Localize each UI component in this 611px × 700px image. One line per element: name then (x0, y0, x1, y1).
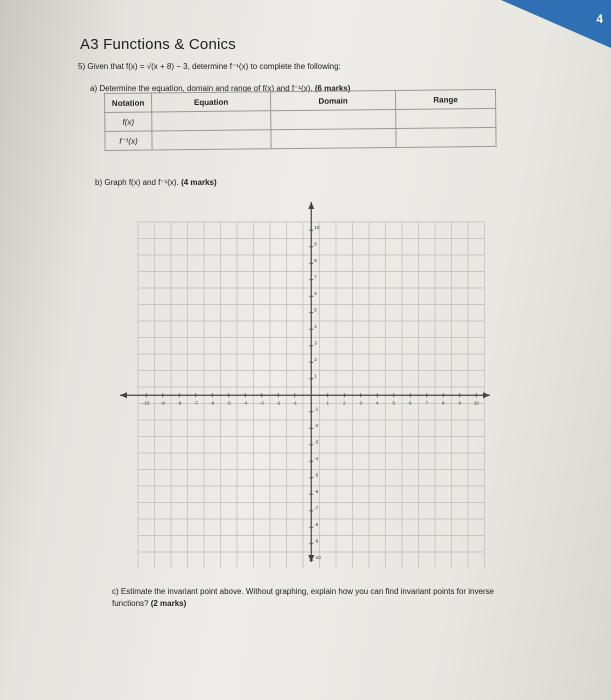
x-axis-arrow-left (120, 392, 127, 398)
x-tick-label: -8 (177, 400, 182, 406)
y-tick-label: 2 (314, 356, 317, 362)
x-tick-label: 7 (425, 400, 429, 406)
grid-svg[interactable] (118, 198, 498, 568)
x-tick-label: -10 (142, 400, 150, 406)
y-tick-label: 4 (314, 323, 317, 329)
y-tick-label: -8 (314, 521, 319, 527)
range-cell[interactable] (396, 108, 496, 128)
y-axis-arrow-up (308, 202, 314, 209)
x-tick-label: 2 (342, 400, 346, 406)
y-tick-label: -6 (314, 488, 319, 494)
part-c-marks: (2 marks) (150, 599, 187, 608)
x-tick-label: 1 (326, 400, 330, 406)
question-5 (78, 62, 341, 71)
y-tick-label: -9 (314, 538, 319, 544)
y-tick-label: 7 (314, 274, 317, 280)
y-tick-label: 6 (314, 290, 317, 296)
question-5-prefix: 5) (78, 62, 86, 71)
header-range: Range (395, 89, 495, 109)
page-number: 4 (596, 12, 603, 26)
header-equation: Equation (152, 92, 271, 112)
domain-cell[interactable] (271, 128, 396, 148)
equation-cell[interactable] (152, 111, 271, 131)
y-tick-label: -10 (314, 554, 321, 560)
part-a-text: Determine the equation, domain and range of f(x) and f⁻¹(x). (99, 84, 313, 93)
y-tick-label: 3 (314, 340, 317, 346)
header-domain: Domain (270, 90, 395, 110)
y-tick-label: -2 (314, 422, 319, 428)
part-b-label: b) (95, 178, 103, 187)
part-c-text: Estimate the invariant point above. Without graphing, explain how you can find invariant points for inverse functions? (112, 587, 495, 608)
x-tick-label: 9 (458, 400, 462, 406)
x-tick-label: 8 (441, 400, 445, 406)
range-cell[interactable] (396, 127, 496, 147)
part-b-prompt (95, 178, 217, 187)
y-tick-label: 8 (314, 257, 317, 263)
y-tick-label: 5 (314, 307, 317, 313)
notation-cell: f⁻¹(x) (105, 131, 152, 150)
x-tick-label: 3 (359, 400, 363, 406)
notation-cell: f(x) (105, 112, 152, 131)
y-tick-label: -5 (314, 472, 319, 478)
y-tick-label: 10 (314, 224, 320, 230)
x-tick-label: -4 (243, 400, 248, 406)
header-notation: Notation (105, 93, 152, 112)
x-tick-label: -9 (160, 400, 165, 406)
x-tick-label: -1 (292, 400, 297, 406)
part-a-marks: (6 marks) (314, 84, 351, 93)
y-tick-label: 1 (314, 373, 317, 379)
part-a-label: a) (90, 84, 98, 93)
domain-cell[interactable] (271, 109, 396, 129)
x-tick-label: 5 (392, 400, 396, 406)
y-tick-label: -1 (314, 406, 319, 412)
x-tick-label: -7 (193, 400, 198, 406)
part-b-text: Graph f(x) and f⁻¹(x). (104, 178, 179, 187)
equation-cell[interactable] (152, 130, 271, 150)
unit-title: A3 Functions & Conics (80, 36, 236, 53)
x-tick-label: -2 (276, 400, 281, 406)
table-row (105, 127, 496, 150)
y-tick-label: -7 (314, 505, 319, 511)
y-tick-label: -4 (314, 455, 319, 461)
part-c-label: c) (112, 587, 119, 596)
x-tick-label: 4 (375, 400, 379, 406)
answer-table (104, 89, 497, 151)
x-tick-label: -5 (226, 400, 231, 406)
x-axis-arrow-right (483, 392, 490, 398)
x-tick-label: -3 (259, 400, 264, 406)
coordinate-grid[interactable] (118, 198, 498, 568)
question-5-text: Given that f(x) = √(x + 8) − 3, determine f⁻¹(x) to complete the following: (87, 62, 341, 71)
y-tick-label: 9 (314, 241, 317, 247)
x-tick-label: -6 (210, 400, 215, 406)
x-tick-label: 10 (473, 400, 479, 406)
y-tick-label: -3 (314, 439, 319, 445)
part-b-marks: (4 marks) (181, 178, 217, 187)
part-c-prompt (112, 586, 532, 610)
x-tick-label: 6 (408, 400, 412, 406)
